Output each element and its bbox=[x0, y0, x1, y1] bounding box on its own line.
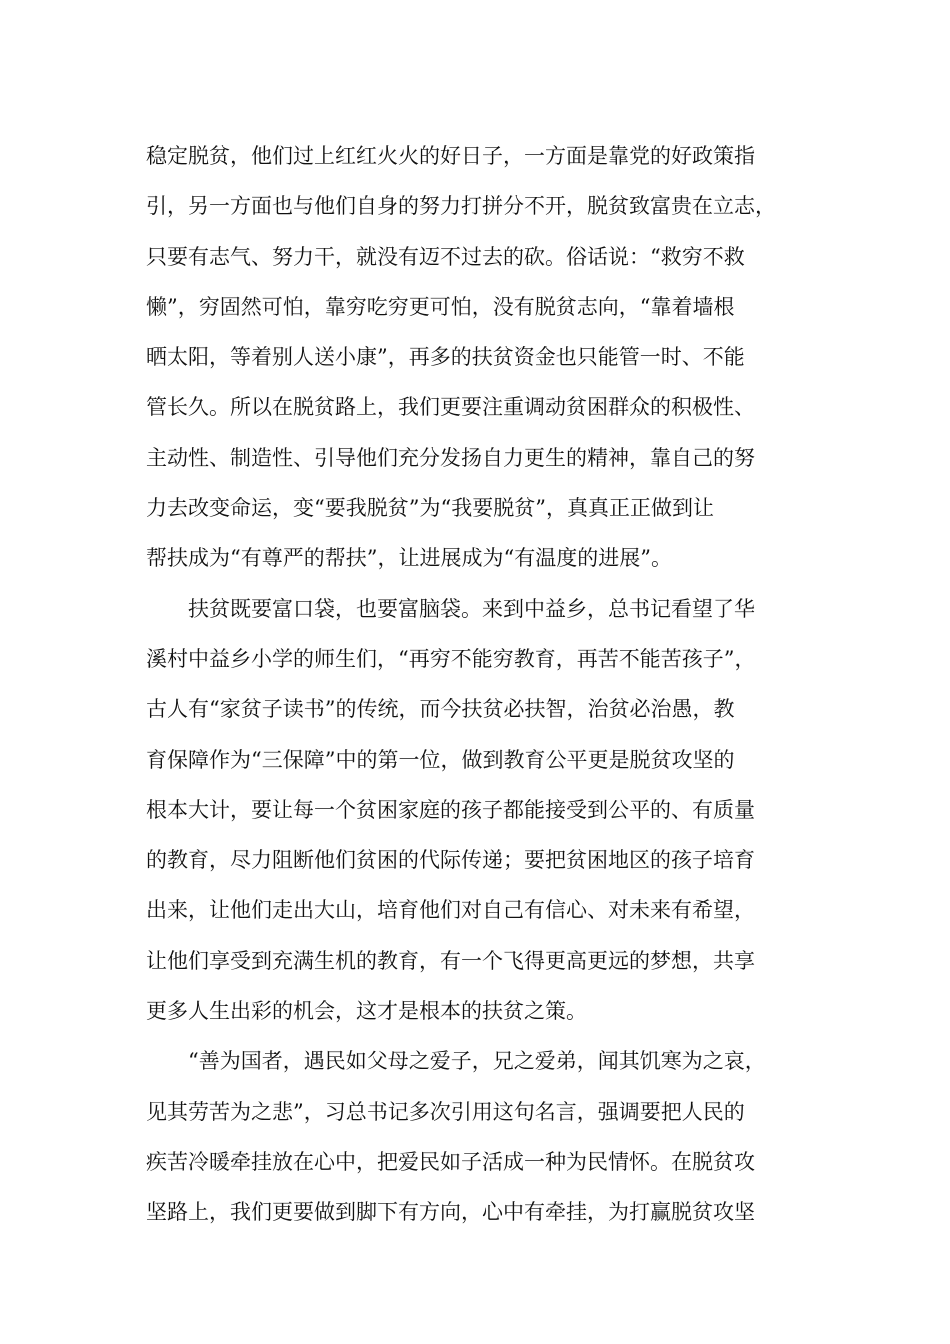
text-line: 育保障作为“三保障”中的第一位，做到教育公平更是脱贫攻坚的 bbox=[146, 747, 735, 772]
text-line: 管长久。所以在脱贫路上，我们更要注重调动贫困群众的积极性、 bbox=[146, 395, 755, 420]
text-line: 古人有“家贫子读书”的传统，而今扶贫必扶智，治贫必治愚，教 bbox=[146, 697, 735, 722]
text-line: 更多人生出彩的机会，这才是根本的扶贫之策。 bbox=[146, 999, 587, 1024]
text-line: 让他们享受到充满生机的教育，有一个飞得更高更远的梦想，共享 bbox=[146, 948, 755, 973]
text-line: 见其劳苦为之悲”，习总书记多次引用这句名言，强调要把人民的 bbox=[146, 1099, 745, 1124]
text-line: 懒”，穷固然可怕，靠穷吃穷更可怕，没有脱贫志向，“靠着墙根 bbox=[146, 294, 735, 319]
text-line: “善为国者，遇民如父母之爱子，兄之爱弟，闻其饥寒为之哀， bbox=[188, 1049, 766, 1074]
text-line: 只要有志气、努力干，就没有迈不过去的砍。俗话说：“救穷不救 bbox=[146, 244, 745, 269]
text-line: 帮扶成为“有尊严的帮扶”，让进展成为“有温度的进展”。 bbox=[146, 546, 672, 571]
body-text bbox=[146, 131, 816, 1238]
text-line: 稳定脱贫，他们过上红红火火的好日子，一方面是靠党的好政策指 bbox=[146, 144, 755, 168]
text-line: 晒太阳，等着别人送小康”，再多的扶贫资金也只能管一时、不能 bbox=[146, 345, 745, 370]
text-line: 主动性、制造性、引导他们充分发扬自力更生的精神，靠自己的努 bbox=[146, 445, 755, 470]
text-line: 溪村中益乡小学的师生们，“再穷不能穷教育，再苦不能苦孩子”， bbox=[146, 646, 756, 671]
text-line: 扶贫既要富口袋，也要富脑袋。来到中益乡，总书记看望了华 bbox=[188, 596, 755, 621]
text-line: 疾苦冷暖牵挂放在心中，把爱民如子活成一种为民情怀。在脱贫攻 bbox=[146, 1149, 755, 1174]
text-line: 的教育，尽力阻断他们贫困的代际传递；要把贫困地区的孩子培育 bbox=[146, 848, 755, 873]
text-line: 根本大计，要让每一个贫困家庭的孩子都能接受到公平的、有质量 bbox=[146, 797, 755, 822]
text-line: 引，另一方面也与他们自身的努力打拼分不开，脱贫致富贵在立志， bbox=[146, 194, 776, 219]
text-line: 出来，让他们走出大山，培育他们对自己有信心、对未来有希望， bbox=[146, 898, 755, 923]
text-line: 坚路上，我们更要做到脚下有方向，心中有牵挂，为打赢脱贫攻坚 bbox=[146, 1200, 755, 1225]
text-line: 力去改变命运，变“要我脱贫”为“我要脱贫”，真真正正做到让 bbox=[146, 496, 714, 521]
